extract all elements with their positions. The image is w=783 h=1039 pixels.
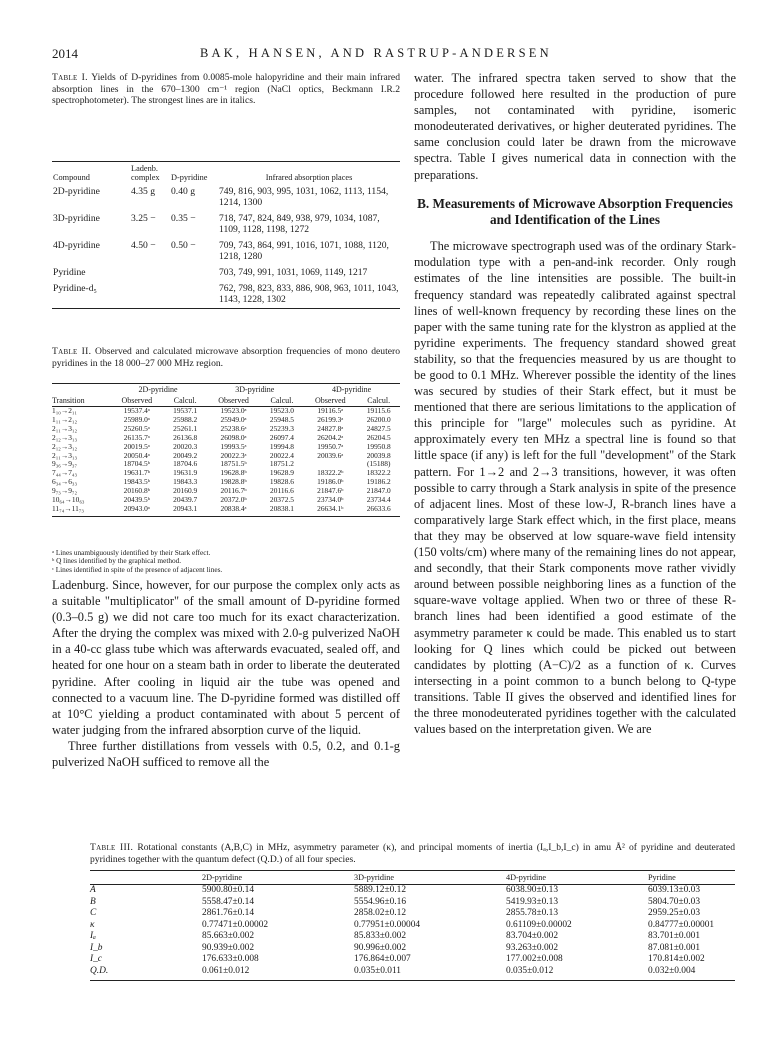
table3 [90,870,735,981]
table3-cell: 5804.70±0.03 [648,896,701,907]
table3-cell: 87.081±0.001 [648,942,701,953]
table2-cell: 19950.8 [366,441,391,451]
table2-cell: 19843.5ᵇ [123,477,150,487]
table3-cell: 176.864±0.007 [354,954,411,964]
paragraph: The microwave spectrograph used was of the ordinary Stark-modulation type with a pen-and-ink recorder. Only rough estimates of the line intensities are possible. The built-in frequency standard was repeatedly calibrated against spectral lines of well-known frequency by recording these lines on the paper with the same tuning rate for the klystron as applied at the pyridine experiments. The frequency standard showed great stability, so that the frequencies measured by us are thought to be good to 0.1 MHz. Wherever possible the identity of the lines was secured by studies of their Stark effect, but it must be mentioned that there are serious limitations to the application of this principle for "large" molecules such as pyridine. At approximately every ten MHz a spectral line is found so that little space (if any) is left for the full "development" of the Stark pattern. For 1→2 and 2→3 transitions, however, it was often possible to carry through a Stark analysis in spite of the presence of adjacent lines. Most of these low-J, R-branch lines have a comparatively large Stark effect which, in the first place, means that they may be observed at low square-wave field intensity (150 volts/cm) where many of the remaining lines do not appear, and secondly, that their Stark components move rather vividly around between possible neighboring lines as a function of the square-wave voltage applied. When two or three of these R-branch lines had been identified a good estimate of the asymmetry parameter κ could be made. This enabled us to start looking for Q lines which could be picked out between candidates by plotting (A−C)/2 as a function of κ. Curves intersecting in a point common to a bunch belong to Q-type transitions. Table II gives the observed and identified lines for the three monodeuterated pyridines together with the calculated values based on the interpretation given. We are [414,239,736,737]
table3-cell: 170.814±0.002 [648,954,705,964]
table2-cell: 26098.0ᵃ [220,432,247,442]
table1-cell-ir: 718, 747, 824, 849, 938, 979, 1034, 1087, 1109, 1128, 1198, 1272 [219,213,380,235]
table2-header: Observed [218,396,249,405]
table1-cell-dpyr [170,265,218,281]
table3-cell: 83.704±0.002 [506,931,559,941]
table3-row [90,943,735,955]
table2-header: Calcul. [367,396,391,405]
table3-cell: 0.061±0.012 [202,965,250,976]
table3-row [90,897,735,909]
right-column-text [414,70,736,737]
table2-cell: 24827.8ᵃ [317,423,344,433]
table2-cell: 19628.8ᵇ [220,468,247,478]
table2-group: 2D-pyridine [138,385,178,394]
table2-cell: 25261.1 [173,423,198,433]
table2-cell: 26136.8 [173,432,198,442]
table2-cell: 20160.8ᵇ [123,486,150,496]
table1-cell-compound: Pyridine-d₅ [53,283,97,294]
table2-cell: 19537.4ᵃ [123,406,150,415]
table1-label: Table I. [52,72,88,83]
table3-caption-text: Rotational constants (A,B,C) in MHz, asymmetry parameter (κ), and principal moments of inertia (Iₐ,I_b,I_c) in amu Å² of pyridine and deuterated pyridines together with the quantum defect (Q.D.) of all four species. [90,842,735,865]
table2-cell: 26200.0 [366,414,391,424]
table2 [52,383,400,517]
table2-grid [52,384,400,514]
table1-row [52,238,400,265]
table2-transition: 2₁₁→3₁₃ [52,450,78,460]
table3-cell: 0.032±0.004 [648,965,696,976]
table2-cell: 23734.4 [366,495,391,505]
table2-cell: 19994.8 [269,441,294,451]
table2-footnote: ᶜ Lines identified in spite of the presence of adjacent lines. [52,564,223,574]
table2-caption-text: Observed and calculated microwave absorption frequencies of mono deutero pyridines in the 18 000–27 000 MHz region. [52,346,400,369]
table2-transition: 9₃₆→9₃₇ [52,459,78,469]
table2-cell: 19116.5ᵃ [317,406,344,415]
table2-group: 3D-pyridine [235,385,275,394]
table3-row [90,885,735,897]
table2-row [52,505,400,514]
table2-footnotes [52,549,400,574]
table3-cell: 0.77951±0.00004 [354,919,421,930]
table3-cell: 2855.78±0.13 [506,908,559,918]
table2-cell: 26204.2ᵃ [317,432,344,442]
table2-cell: 19115.6 [366,406,391,415]
table2-header: Transition [52,396,85,405]
table1-cell-ir: 762, 798, 823, 833, 886, 908, 963, 1011, 1043, 1143, 1228, 1302 [219,283,399,305]
table3-header: 3D-pyridine [354,873,395,882]
table2-cell: 21847.6ᵇ [317,486,344,496]
table1-header: D-pyridine [171,173,208,182]
table3-cell: 85.833±0.002 [354,931,407,941]
table2-transition: 6₃₄→6₃₃ [52,477,78,487]
table3-cell: 83.701±0.001 [648,931,701,941]
table3-header: Pyridine [648,873,676,882]
table3-header [90,871,190,885]
table3-row [90,908,735,920]
table2-cell: 24827.5 [366,423,391,433]
table2-footnote: ᵃ Lines unambiguously identified by their Stark effect. [52,548,211,557]
table3-cell: 93.263±0.002 [506,942,559,953]
table2-cell: 19186.2 [366,477,391,487]
table2-cell: 25989.0ᵃ [123,414,150,424]
table2-cell: 26633.6 [366,503,391,513]
table2-cell: 20020.3 [173,441,198,451]
table2-transition: 9₇₃→9₇₂ [52,486,78,496]
table3-cell: 0.77471±0.00002 [202,919,269,930]
table3-grid [90,871,735,977]
table2-cell: 20372.5 [269,495,294,505]
table1-cell-complex: 4.35 g [131,186,155,197]
table2-cell: 19631.9 [173,468,198,478]
table2-cell: (15188) [367,459,391,469]
table3-cell: 0.035±0.012 [506,965,554,976]
table1-cell-complex [130,281,170,308]
table2-transition: 10₆₄→10₆₃ [52,495,85,505]
table2-cell: 20039.8 [366,450,391,460]
table1-cell-dpyr [170,281,218,308]
table3-cell: 5419.93±0.13 [506,896,559,907]
table1-cell-compound: 2D-pyridine [53,186,100,197]
table1-cell-dpyr: 0.35 − [171,213,196,224]
table2-cell: 19950.7ᵃ [317,441,344,451]
table2-cell: 20838.4ᵃ [220,503,247,513]
table2-cell: 20039.6ᵃ [317,450,344,460]
table2-cell: 25239.3 [269,423,294,433]
table2-header: Calcul. [270,396,294,405]
table2-cell: 25988.2 [173,414,198,424]
table3-cell: 90.996±0.002 [354,942,407,953]
table2-cell: 20160.9 [173,486,198,496]
table2-cell: 19186.0ᵇ [317,477,344,487]
table2-transition: 2₁₁→3₁₂ [52,423,78,433]
table1-caption-text: Yields of D-pyridines from 0.0085-mole halopyridine and their main infrared absorption lines in the 670–1300 cm⁻¹ region (NaCl optics, Beckmann I.R.2 spectrophotometer). The strongest lines are in italics. [52,72,400,106]
table2-cell: 20372.0ᵇ [220,495,247,505]
table2-cell: 20050.4ᵃ [123,450,150,460]
table1-grid [52,162,400,308]
table1-row [52,211,400,238]
table2-cell: 18704.6 [173,459,198,469]
table2-cell: 20439.7 [173,495,198,505]
table2-cell: 20022.4 [269,450,294,460]
table2-transition: 2₁₂→3₁₂ [52,441,78,451]
table2-cell: 19631.7ᵇ [123,468,150,478]
table2-label: Table II. [52,346,92,357]
table2-cell: 26135.7ᵃ [123,432,150,442]
table3-row [90,920,735,932]
table1-cell-compound: 4D-pyridine [53,240,100,251]
table3-row-label: B [90,896,96,907]
table2-cell: 19537.1 [173,406,198,415]
table2-cell: 19993.5ᵃ [220,441,247,451]
table2-cell: 25238.6ᵃ [220,423,247,433]
table3-row-label: κ [90,919,95,930]
table1-header: Compound [53,173,90,182]
table3-cell: 6038.90±0.13 [506,885,559,895]
table2-cell: 20439.5ᵇ [123,495,150,505]
table1-header: Infrared absorption places [265,173,353,182]
table3-caption [90,842,735,865]
table2-cell: 19828.8ᵇ [220,477,247,487]
table3-cell: 2858.02±0.12 [354,908,407,918]
table2-transition: 7₄₄→7₄₃ [52,468,78,478]
section-heading: B. Measurements of Microwave Absorption Frequencies and Identification of the Lines [417,195,733,227]
table3-cell: 2861.76±0.14 [202,908,255,918]
table2-cell: 18704.5ᵇ [123,459,150,469]
table1-row [52,281,400,308]
table2-cell: 21847.0 [366,486,391,496]
table2-cell: 18751.5ᵇ [220,459,247,469]
table1-cell-compound: 3D-pyridine [53,213,100,224]
table3-cell: 6039.13±0.03 [648,885,701,895]
table1 [52,161,400,309]
table1-cell-complex: 4.50 − [131,240,156,251]
table3-cell: 2959.25±0.03 [648,908,701,918]
table2-cell: 20116.6 [270,486,294,496]
table3-row [90,966,735,978]
table3-cell: 5558.47±0.14 [202,896,255,907]
table3-cell: 0.84777±0.00001 [648,919,715,930]
table3-cell: 85.663±0.002 [202,931,255,941]
table3-cell: 176.633±0.008 [202,954,259,964]
table3-header: 2D-pyridine [202,873,243,882]
table1-cell-dpyr: 0.40 g [171,186,195,197]
table3-cell: 0.035±0.011 [354,965,401,976]
table2-cell: 19828.6 [269,477,294,487]
table2-header: Observed [121,396,153,405]
table3-row-label: Iₐ [90,931,96,941]
table2-cell: 20943.1 [173,503,198,513]
table2-cell: 20019.5ᵃ [123,441,150,451]
table1-row [52,184,400,211]
table1-row [52,265,400,281]
table3-row-label: Q.D. [90,965,109,976]
table2-cell: 20022.3ᵃ [220,450,247,460]
table2-cell: 20838.1 [269,503,294,513]
table2-cell: 25949.0ᵃ [220,414,247,424]
table2-transition: 1₁₀→2₁₁ [52,406,78,415]
table1-cell-complex [130,265,170,281]
table2-cell: 18322.2ᵇ [317,468,344,478]
table3-cell: 5889.12±0.12 [354,885,407,895]
table3-cell: 5900.80±0.14 [202,885,255,895]
table3-label: Table III. [90,842,134,853]
table2-cell: 26199.3ᵃ [317,414,344,424]
table1-header: Ladenb. complex [131,164,160,182]
table1-caption [52,72,400,107]
table2-header: Observed [314,396,346,405]
paragraph: Three further distillations from vessels with 0.5, 0.2, and 0.1-g pulverized NaOH sufficed to remove all the [52,738,400,770]
table2-caption [52,346,400,369]
table2-header: Calcul. [173,396,197,405]
table1-cell-dpyr: 0.50 − [171,240,196,251]
table2-cell: 19523.0ᵃ [220,406,247,415]
left-column-text [52,577,400,770]
table2-cell: 19628.9 [269,468,294,478]
table3-cell: 177.002±0.008 [506,954,563,964]
table2-cell: 20049.2 [173,450,198,460]
page-number: 2014 [52,46,78,61]
table2-transition: 1₁₁→2₁₂ [52,414,78,424]
table3-row-label: A [90,885,96,895]
table2-footnote: ᵇ Q lines identified by the graphical method. [52,556,182,566]
table2-cell: 26204.5 [366,432,391,442]
table1-cell-complex: 3.25 − [131,213,156,224]
table3-row [90,931,735,943]
table1-cell-compound: Pyridine [53,267,86,278]
table3-header: 4D-pyridine [506,873,547,882]
table2-cell: 20943.0ᵃ [123,503,150,513]
table3-row-label: C [90,908,97,918]
table3-row-label: I_c [90,954,102,964]
table2-cell: 25948.5 [269,414,294,424]
table2-group: 4D-pyridine [332,385,372,394]
table2-transition: 11₇₄→11₇₃ [52,503,84,513]
paragraph: Ladenburg. Since, however, for our purpose the complex only acts as a suitable "multiplicator" of the small amount of D-pyridine formed (0.3–0.5 g) we did not care too much for its exact characterization. After the drying the complex was mixed with 2.0-g pulverized NaOH in a 40-cc glass tube which was afterwards evacuated, sealed off, and heated for one hour on a steam bath in order to liberate the deuterated pyridine. After cooling in liquid air the tube was opened and connected to a vacuum line. The D-pyridine formed was distilled off at 10°C yielding a product contaminated with about 5 percent of water judging from the infrared absorption curve of the liquid. [52,578,400,737]
running-head: BAK, HANSEN, AND RASTRUP-ANDERSEN [200,46,552,60]
table2-cell: 18322.2 [366,468,391,478]
table2-cell: 25260.5ᵃ [123,423,150,433]
paragraph: water. The infrared spectra taken served to show that the procedure followed here resulted in the production of pure samples, not contaminated with pyridine, isomeric monodeuterated derivatives, or higher deuterated pyridines. The same conclusion could later be drawn from the microwave spectra. Table I gives numerical data in connection with the preparations. [414,71,736,182]
table3-row [90,954,735,966]
table1-cell-ir: 709, 743, 864, 991, 1016, 1071, 1088, 1120, 1218, 1280 [219,240,389,262]
table2-cell: 26097.4 [269,432,294,442]
table3-cell: 0.61109±0.00002 [506,919,572,930]
table2-cell: 19523.0 [269,406,294,415]
table1-cell-ir: 703, 749, 991, 1031, 1069, 1149, 1217 [219,267,368,278]
table2-cell: 19843.3 [173,477,198,487]
table2-cell: 18751.2 [269,459,294,469]
table2-cell: 26634.1ᵇ [317,503,344,513]
table3-cell: 90.939±0.002 [202,942,255,953]
table1-cell-ir: 749, 816, 903, 995, 1031, 1062, 1113, 1154, 1214, 1300 [219,186,389,208]
table2-cell: 20116.7ᵇ [220,486,247,496]
table2-transition: 2₁₂→3₁₃ [52,432,78,442]
table3-row-label: I_b [90,942,103,953]
table2-cell: 23734.0ᵇ [317,495,344,505]
table3-cell: 5554.96±0.16 [354,896,407,907]
